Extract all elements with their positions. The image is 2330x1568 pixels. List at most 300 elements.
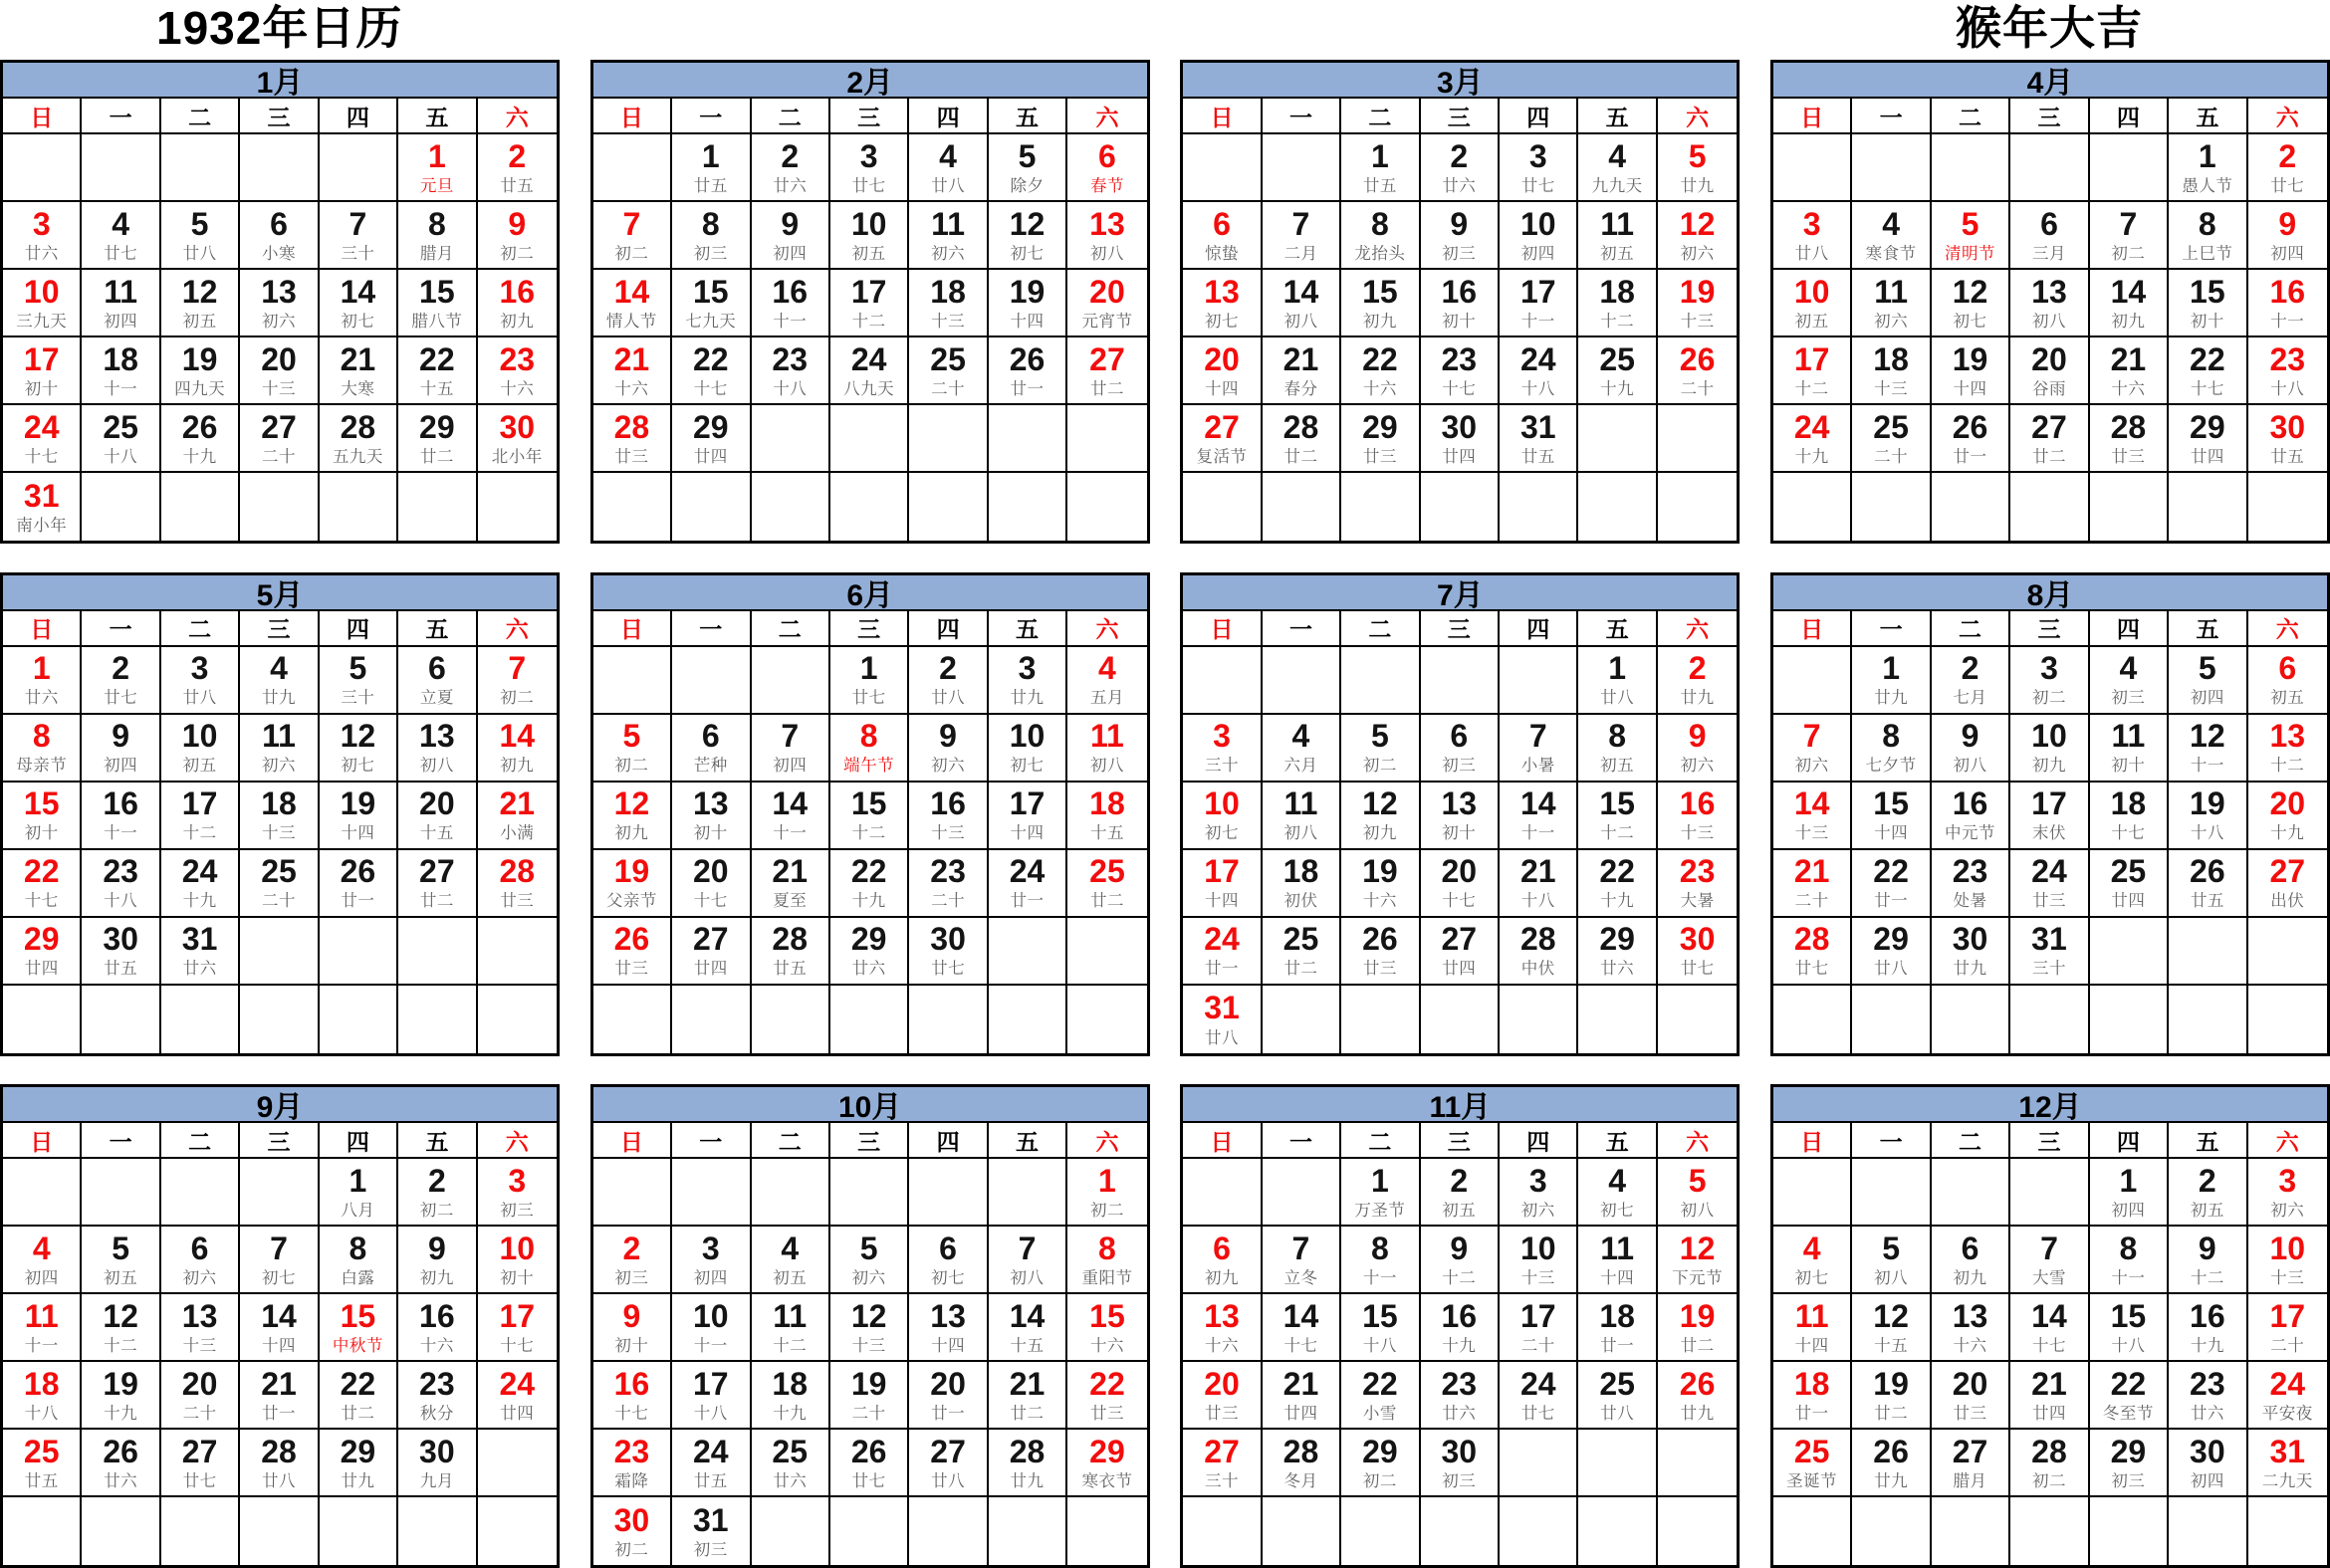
- day-cell[interactable]: [1183, 1294, 1262, 1362]
- day-cell[interactable]: [752, 1430, 830, 1497]
- day-cell[interactable]: [1578, 647, 1657, 715]
- day-cell[interactable]: [1932, 1362, 2010, 1430]
- day-cell[interactable]: [2169, 134, 2247, 202]
- day-cell[interactable]: [82, 1362, 160, 1430]
- day-cell[interactable]: [82, 337, 160, 405]
- day-cell[interactable]: [1421, 337, 1500, 405]
- day-cell[interactable]: [1421, 202, 1500, 270]
- day-cell[interactable]: [2090, 270, 2169, 337]
- day-cell[interactable]: [2090, 1159, 2169, 1227]
- day-cell[interactable]: [909, 202, 988, 270]
- day-cell[interactable]: [2248, 405, 2327, 473]
- day-cell[interactable]: [1932, 1430, 2010, 1497]
- day-cell[interactable]: [593, 405, 672, 473]
- day-cell[interactable]: [989, 134, 1067, 202]
- day-cell[interactable]: [1067, 1159, 1146, 1227]
- day-cell[interactable]: [3, 1362, 82, 1430]
- day-cell[interactable]: [672, 1362, 751, 1430]
- day-cell[interactable]: [3, 270, 82, 337]
- day-cell[interactable]: [240, 337, 319, 405]
- day-cell[interactable]: [1578, 270, 1657, 337]
- day-cell[interactable]: [672, 202, 751, 270]
- day-cell[interactable]: [830, 270, 909, 337]
- day-cell[interactable]: [1578, 202, 1657, 270]
- day-cell[interactable]: [1183, 1362, 1262, 1430]
- day-cell[interactable]: [2010, 647, 2089, 715]
- day-cell[interactable]: [1932, 270, 2010, 337]
- day-cell[interactable]: [1852, 202, 1931, 270]
- day-cell[interactable]: [1500, 850, 1578, 918]
- day-cell[interactable]: [2169, 1362, 2247, 1430]
- day-cell[interactable]: [1183, 783, 1262, 850]
- day-cell[interactable]: [909, 134, 988, 202]
- day-cell[interactable]: [1263, 1227, 1341, 1294]
- day-cell[interactable]: [1773, 850, 1852, 918]
- day-cell[interactable]: [161, 1227, 240, 1294]
- day-cell[interactable]: [398, 270, 477, 337]
- day-cell[interactable]: [1852, 1294, 1931, 1362]
- day-cell[interactable]: [593, 1294, 672, 1362]
- day-cell[interactable]: [478, 134, 557, 202]
- day-cell[interactable]: [1263, 270, 1341, 337]
- day-cell[interactable]: [2169, 1159, 2247, 1227]
- day-cell[interactable]: [240, 405, 319, 473]
- day-cell[interactable]: [1852, 647, 1931, 715]
- day-cell[interactable]: [989, 337, 1067, 405]
- day-cell[interactable]: [1500, 715, 1578, 783]
- day-cell[interactable]: [593, 270, 672, 337]
- day-cell[interactable]: [2248, 1294, 2327, 1362]
- day-cell[interactable]: [1578, 850, 1657, 918]
- day-cell[interactable]: [1932, 918, 2010, 986]
- day-cell[interactable]: [752, 1294, 830, 1362]
- day-cell[interactable]: [909, 647, 988, 715]
- day-cell[interactable]: [82, 202, 160, 270]
- day-cell[interactable]: [1263, 918, 1341, 986]
- day-cell[interactable]: [320, 1362, 398, 1430]
- day-cell[interactable]: [1341, 202, 1420, 270]
- day-cell[interactable]: [320, 1430, 398, 1497]
- day-cell[interactable]: [398, 1430, 477, 1497]
- day-cell[interactable]: [2010, 783, 2089, 850]
- day-cell[interactable]: [1067, 850, 1146, 918]
- day-cell[interactable]: [1852, 1227, 1931, 1294]
- day-cell[interactable]: [830, 1430, 909, 1497]
- day-cell[interactable]: [1773, 270, 1852, 337]
- day-cell[interactable]: [1263, 850, 1341, 918]
- day-cell[interactable]: [593, 715, 672, 783]
- day-cell[interactable]: [593, 1362, 672, 1430]
- day-cell[interactable]: [672, 918, 751, 986]
- day-cell[interactable]: [478, 270, 557, 337]
- day-cell[interactable]: [1067, 715, 1146, 783]
- day-cell[interactable]: [2169, 715, 2247, 783]
- day-cell[interactable]: [398, 1362, 477, 1430]
- day-cell[interactable]: [1658, 337, 1737, 405]
- day-cell[interactable]: [82, 270, 160, 337]
- day-cell[interactable]: [1578, 337, 1657, 405]
- day-cell[interactable]: [989, 270, 1067, 337]
- day-cell[interactable]: [1773, 715, 1852, 783]
- day-cell[interactable]: [478, 405, 557, 473]
- day-cell[interactable]: [1773, 783, 1852, 850]
- day-cell[interactable]: [3, 715, 82, 783]
- day-cell[interactable]: [752, 202, 830, 270]
- day-cell[interactable]: [2010, 405, 2089, 473]
- day-cell[interactable]: [161, 337, 240, 405]
- day-cell[interactable]: [320, 647, 398, 715]
- day-cell[interactable]: [2248, 783, 2327, 850]
- day-cell[interactable]: [593, 850, 672, 918]
- day-cell[interactable]: [1341, 1227, 1420, 1294]
- day-cell[interactable]: [1852, 1362, 1931, 1430]
- day-cell[interactable]: [161, 783, 240, 850]
- day-cell[interactable]: [1658, 134, 1737, 202]
- day-cell[interactable]: [909, 270, 988, 337]
- day-cell[interactable]: [82, 1294, 160, 1362]
- day-cell[interactable]: [1067, 1294, 1146, 1362]
- day-cell[interactable]: [909, 850, 988, 918]
- day-cell[interactable]: [2248, 134, 2327, 202]
- day-cell[interactable]: [2248, 337, 2327, 405]
- day-cell[interactable]: [3, 1227, 82, 1294]
- day-cell[interactable]: [398, 783, 477, 850]
- day-cell[interactable]: [320, 270, 398, 337]
- day-cell[interactable]: [398, 202, 477, 270]
- day-cell[interactable]: [2090, 783, 2169, 850]
- day-cell[interactable]: [1852, 270, 1931, 337]
- day-cell[interactable]: [593, 783, 672, 850]
- day-cell[interactable]: [161, 715, 240, 783]
- day-cell[interactable]: [672, 1430, 751, 1497]
- day-cell[interactable]: [2169, 337, 2247, 405]
- day-cell[interactable]: [2169, 647, 2247, 715]
- day-cell[interactable]: [1183, 986, 1262, 1053]
- day-cell[interactable]: [1183, 202, 1262, 270]
- day-cell[interactable]: [1578, 715, 1657, 783]
- day-cell[interactable]: [830, 783, 909, 850]
- day-cell[interactable]: [672, 1294, 751, 1362]
- day-cell[interactable]: [989, 647, 1067, 715]
- day-cell[interactable]: [1421, 134, 1500, 202]
- day-cell[interactable]: [909, 1227, 988, 1294]
- day-cell[interactable]: [2248, 715, 2327, 783]
- day-cell[interactable]: [1500, 918, 1578, 986]
- day-cell[interactable]: [320, 1227, 398, 1294]
- day-cell[interactable]: [1341, 783, 1420, 850]
- day-cell[interactable]: [1263, 202, 1341, 270]
- day-cell[interactable]: [909, 918, 988, 986]
- day-cell[interactable]: [320, 783, 398, 850]
- day-cell[interactable]: [672, 134, 751, 202]
- day-cell[interactable]: [752, 1227, 830, 1294]
- day-cell[interactable]: [593, 1227, 672, 1294]
- day-cell[interactable]: [593, 337, 672, 405]
- day-cell[interactable]: [1067, 1227, 1146, 1294]
- day-cell[interactable]: [1932, 202, 2010, 270]
- day-cell[interactable]: [752, 850, 830, 918]
- day-cell[interactable]: [478, 337, 557, 405]
- day-cell[interactable]: [1932, 337, 2010, 405]
- day-cell[interactable]: [1263, 337, 1341, 405]
- day-cell[interactable]: [1341, 715, 1420, 783]
- day-cell[interactable]: [909, 783, 988, 850]
- day-cell[interactable]: [2010, 1294, 2089, 1362]
- day-cell[interactable]: [320, 1294, 398, 1362]
- day-cell[interactable]: [320, 850, 398, 918]
- day-cell[interactable]: [161, 1430, 240, 1497]
- day-cell[interactable]: [82, 647, 160, 715]
- day-cell[interactable]: [2010, 270, 2089, 337]
- day-cell[interactable]: [1421, 1227, 1500, 1294]
- day-cell[interactable]: [752, 783, 830, 850]
- day-cell[interactable]: [830, 647, 909, 715]
- day-cell[interactable]: [82, 783, 160, 850]
- day-cell[interactable]: [830, 715, 909, 783]
- day-cell[interactable]: [398, 715, 477, 783]
- day-cell[interactable]: [1500, 405, 1578, 473]
- day-cell[interactable]: [1578, 1362, 1657, 1430]
- day-cell[interactable]: [1341, 337, 1420, 405]
- day-cell[interactable]: [2169, 850, 2247, 918]
- day-cell[interactable]: [1067, 647, 1146, 715]
- day-cell[interactable]: [1183, 918, 1262, 986]
- day-cell[interactable]: [398, 337, 477, 405]
- day-cell[interactable]: [478, 715, 557, 783]
- day-cell[interactable]: [593, 1497, 672, 1565]
- day-cell[interactable]: [398, 1159, 477, 1227]
- day-cell[interactable]: [3, 405, 82, 473]
- day-cell[interactable]: [752, 715, 830, 783]
- day-cell[interactable]: [2248, 647, 2327, 715]
- day-cell[interactable]: [1578, 1294, 1657, 1362]
- day-cell[interactable]: [320, 202, 398, 270]
- day-cell[interactable]: [398, 1227, 477, 1294]
- day-cell[interactable]: [672, 783, 751, 850]
- day-cell[interactable]: [320, 337, 398, 405]
- day-cell[interactable]: [240, 270, 319, 337]
- day-cell[interactable]: [752, 1362, 830, 1430]
- day-cell[interactable]: [1341, 1430, 1420, 1497]
- day-cell[interactable]: [240, 1430, 319, 1497]
- day-cell[interactable]: [1421, 270, 1500, 337]
- day-cell[interactable]: [1852, 1430, 1931, 1497]
- day-cell[interactable]: [1067, 1362, 1146, 1430]
- day-cell[interactable]: [478, 1362, 557, 1430]
- day-cell[interactable]: [1067, 783, 1146, 850]
- day-cell[interactable]: [240, 783, 319, 850]
- day-cell[interactable]: [1658, 715, 1737, 783]
- day-cell[interactable]: [1852, 337, 1931, 405]
- day-cell[interactable]: [2169, 270, 2247, 337]
- day-cell[interactable]: [2090, 850, 2169, 918]
- day-cell[interactable]: [1421, 850, 1500, 918]
- day-cell[interactable]: [1578, 918, 1657, 986]
- day-cell[interactable]: [2248, 1227, 2327, 1294]
- day-cell[interactable]: [2010, 1430, 2089, 1497]
- day-cell[interactable]: [1658, 918, 1737, 986]
- day-cell[interactable]: [1658, 1227, 1737, 1294]
- day-cell[interactable]: [82, 918, 160, 986]
- day-cell[interactable]: [1932, 647, 2010, 715]
- day-cell[interactable]: [672, 337, 751, 405]
- day-cell[interactable]: [909, 715, 988, 783]
- day-cell[interactable]: [1341, 134, 1420, 202]
- day-cell[interactable]: [989, 1362, 1067, 1430]
- day-cell[interactable]: [161, 647, 240, 715]
- day-cell[interactable]: [1773, 1294, 1852, 1362]
- day-cell[interactable]: [2169, 783, 2247, 850]
- day-cell[interactable]: [1932, 405, 2010, 473]
- day-cell[interactable]: [1263, 1362, 1341, 1430]
- day-cell[interactable]: [1658, 1294, 1737, 1362]
- day-cell[interactable]: [989, 1430, 1067, 1497]
- day-cell[interactable]: [1773, 1362, 1852, 1430]
- day-cell[interactable]: [1421, 405, 1500, 473]
- day-cell[interactable]: [3, 850, 82, 918]
- day-cell[interactable]: [82, 405, 160, 473]
- day-cell[interactable]: [593, 918, 672, 986]
- day-cell[interactable]: [161, 1362, 240, 1430]
- day-cell[interactable]: [161, 270, 240, 337]
- day-cell[interactable]: [1421, 783, 1500, 850]
- day-cell[interactable]: [2248, 850, 2327, 918]
- day-cell[interactable]: [909, 1294, 988, 1362]
- day-cell[interactable]: [1067, 337, 1146, 405]
- day-cell[interactable]: [82, 1227, 160, 1294]
- day-cell[interactable]: [830, 850, 909, 918]
- day-cell[interactable]: [909, 337, 988, 405]
- day-cell[interactable]: [672, 850, 751, 918]
- day-cell[interactable]: [478, 850, 557, 918]
- day-cell[interactable]: [830, 337, 909, 405]
- day-cell[interactable]: [478, 1159, 557, 1227]
- day-cell[interactable]: [2248, 202, 2327, 270]
- day-cell[interactable]: [398, 647, 477, 715]
- day-cell[interactable]: [2090, 1362, 2169, 1430]
- day-cell[interactable]: [1421, 1430, 1500, 1497]
- day-cell[interactable]: [752, 270, 830, 337]
- day-cell[interactable]: [1067, 134, 1146, 202]
- day-cell[interactable]: [1183, 337, 1262, 405]
- day-cell[interactable]: [1578, 134, 1657, 202]
- day-cell[interactable]: [3, 647, 82, 715]
- day-cell[interactable]: [240, 715, 319, 783]
- day-cell[interactable]: [593, 202, 672, 270]
- day-cell[interactable]: [2090, 337, 2169, 405]
- day-cell[interactable]: [1341, 1294, 1420, 1362]
- day-cell[interactable]: [2248, 270, 2327, 337]
- day-cell[interactable]: [2010, 918, 2089, 986]
- day-cell[interactable]: [1341, 270, 1420, 337]
- day-cell[interactable]: [161, 918, 240, 986]
- day-cell[interactable]: [1932, 1227, 2010, 1294]
- day-cell[interactable]: [672, 715, 751, 783]
- day-cell[interactable]: [672, 1227, 751, 1294]
- day-cell[interactable]: [1500, 134, 1578, 202]
- day-cell[interactable]: [1773, 1430, 1852, 1497]
- day-cell[interactable]: [3, 473, 82, 541]
- day-cell[interactable]: [752, 337, 830, 405]
- day-cell[interactable]: [1263, 1430, 1341, 1497]
- day-cell[interactable]: [1500, 270, 1578, 337]
- day-cell[interactable]: [1773, 405, 1852, 473]
- day-cell[interactable]: [989, 1227, 1067, 1294]
- day-cell[interactable]: [672, 270, 751, 337]
- day-cell[interactable]: [161, 1294, 240, 1362]
- day-cell[interactable]: [1773, 337, 1852, 405]
- day-cell[interactable]: [2090, 715, 2169, 783]
- day-cell[interactable]: [398, 850, 477, 918]
- day-cell[interactable]: [2248, 1430, 2327, 1497]
- day-cell[interactable]: [830, 134, 909, 202]
- day-cell[interactable]: [1421, 1294, 1500, 1362]
- day-cell[interactable]: [398, 1294, 477, 1362]
- day-cell[interactable]: [1773, 1227, 1852, 1294]
- day-cell[interactable]: [1852, 850, 1931, 918]
- day-cell[interactable]: [1500, 337, 1578, 405]
- day-cell[interactable]: [1341, 850, 1420, 918]
- day-cell[interactable]: [989, 202, 1067, 270]
- day-cell[interactable]: [240, 1362, 319, 1430]
- day-cell[interactable]: [82, 1430, 160, 1497]
- day-cell[interactable]: [593, 1430, 672, 1497]
- day-cell[interactable]: [2169, 1227, 2247, 1294]
- day-cell[interactable]: [240, 1227, 319, 1294]
- day-cell[interactable]: [752, 918, 830, 986]
- day-cell[interactable]: [320, 1159, 398, 1227]
- day-cell[interactable]: [1183, 270, 1262, 337]
- day-cell[interactable]: [161, 850, 240, 918]
- day-cell[interactable]: [1932, 715, 2010, 783]
- day-cell[interactable]: [1852, 783, 1931, 850]
- day-cell[interactable]: [3, 1294, 82, 1362]
- day-cell[interactable]: [1500, 202, 1578, 270]
- day-cell[interactable]: [320, 405, 398, 473]
- day-cell[interactable]: [1183, 715, 1262, 783]
- day-cell[interactable]: [240, 850, 319, 918]
- day-cell[interactable]: [2010, 337, 2089, 405]
- day-cell[interactable]: [1263, 783, 1341, 850]
- day-cell[interactable]: [1500, 1362, 1578, 1430]
- day-cell[interactable]: [1658, 202, 1737, 270]
- day-cell[interactable]: [398, 134, 477, 202]
- day-cell[interactable]: [161, 202, 240, 270]
- day-cell[interactable]: [989, 1294, 1067, 1362]
- day-cell[interactable]: [82, 850, 160, 918]
- day-cell[interactable]: [2010, 850, 2089, 918]
- day-cell[interactable]: [2090, 405, 2169, 473]
- day-cell[interactable]: [240, 202, 319, 270]
- day-cell[interactable]: [2010, 715, 2089, 783]
- day-cell[interactable]: [1578, 1227, 1657, 1294]
- day-cell[interactable]: [1658, 647, 1737, 715]
- day-cell[interactable]: [1578, 1159, 1657, 1227]
- day-cell[interactable]: [1183, 1227, 1262, 1294]
- day-cell[interactable]: [2090, 202, 2169, 270]
- day-cell[interactable]: [2090, 1294, 2169, 1362]
- day-cell[interactable]: [989, 715, 1067, 783]
- day-cell[interactable]: [830, 918, 909, 986]
- day-cell[interactable]: [1773, 918, 1852, 986]
- day-cell[interactable]: [2010, 1227, 2089, 1294]
- day-cell[interactable]: [2090, 647, 2169, 715]
- day-cell[interactable]: [989, 850, 1067, 918]
- day-cell[interactable]: [1341, 1362, 1420, 1430]
- day-cell[interactable]: [830, 1294, 909, 1362]
- day-cell[interactable]: [1421, 1159, 1500, 1227]
- day-cell[interactable]: [672, 1497, 751, 1565]
